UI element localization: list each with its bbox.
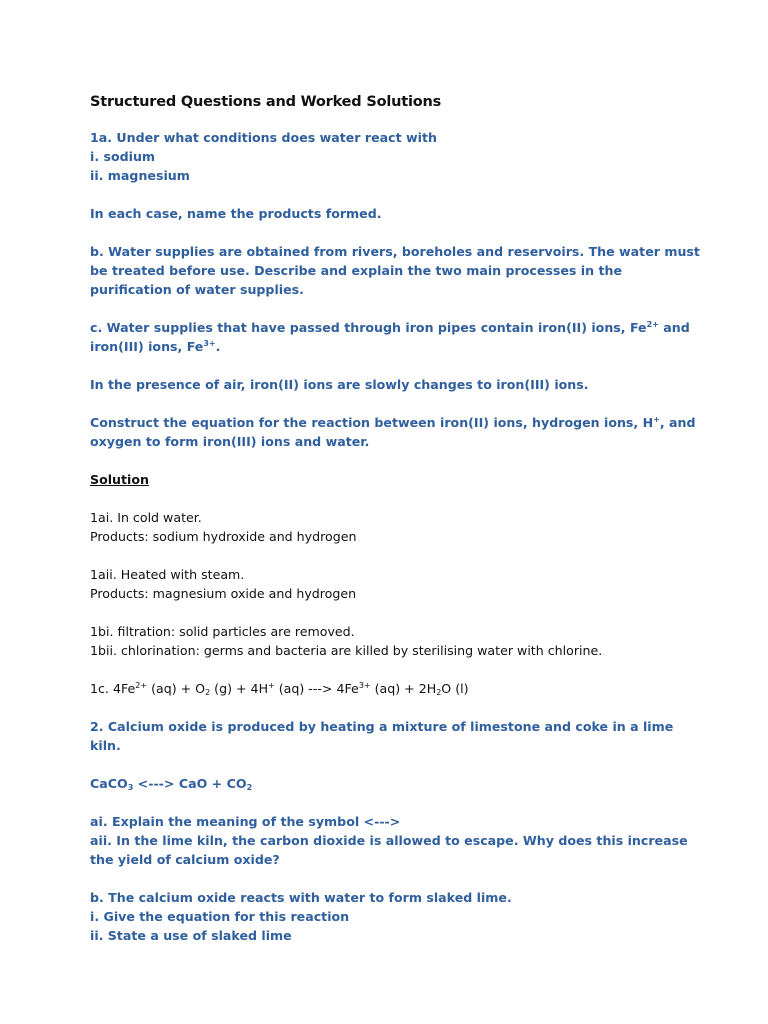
solution-1b-line-1: 1bi. filtration: solid particles are removed. [90,624,355,639]
solution-1aii-line-2: Products: magnesium oxide and hydrogen [90,586,357,601]
q1c-sup-1: 2+ [646,320,659,329]
question-2a-line-2: aii. In the lime kiln, the carbon dioxide is allowed to escape. Why does this increase the yield of calcium oxide? [90,833,688,867]
solution-1b-line-2: 1bii. chlorination: germs and bacteria are killed by sterilising water with chlorine. [90,643,603,658]
eq-text-2: (aq) + O [147,681,206,696]
q2-eq-sub-1: 3 [127,783,134,792]
question-2b-line-2: i. Give the equation for this reaction [90,909,350,924]
solution-1aii-line-1: 1aii. Heated with steam. [90,567,245,582]
eq-text-4: (aq) ---> 4Fe [274,681,359,696]
eq-sup-1: 2+ [135,681,148,690]
solution-1aii [90,565,708,603]
construct-text-1: Construct the equation for the reaction between iron(II) ions, hydrogen ions, H [90,415,654,430]
question-1c [90,318,708,356]
question-1a [90,128,708,185]
question-2b-line-3: ii. State a use of slaked lime [90,928,292,943]
solution-1ai-line-2: Products: sodium hydroxide and hydrogen [90,529,357,544]
eq-sub-1: 2 [205,688,211,697]
eq-text-1: 1c. 4Fe [90,681,136,696]
question-1a-instruction: In each case, name the products formed. [90,206,382,221]
question-1c-presence: In the presence of air, iron(II) ions are slowly changes to iron(III) ions. [90,377,589,392]
q1c-sup-2: 3+ [203,339,216,348]
question-2: 2. Calcium oxide is produced by heating a mixture of limestone and coke in a lime kiln. [90,719,674,753]
eq-text-5: (aq) + 2H [370,681,437,696]
eq-sup-2: + [268,681,275,690]
q2-eq-text-1: CaCO [90,776,128,791]
q1c-text-3: . [215,339,221,354]
question-1b: b. Water supplies are obtained from rivers, boreholes and reservoirs. The water must be treated before use. Describe and explain the two main processes in the purification of water supplies. [90,244,700,297]
q2-eq-text-2: <---> CaO + CO [133,776,247,791]
eq-sub-2: 2 [436,688,442,697]
q1c-text-2: and iron(III) ions, Fe [90,320,690,354]
question-1a-line-2: i. sodium [90,149,156,164]
solution-heading: Solution [90,472,149,487]
q2-eq-sub-2: 2 [246,783,253,792]
question-2-equation [90,774,708,793]
eq-sup-3: 3+ [358,681,371,690]
question-2b-line-1: b. The calcium oxide reacts with water to form slaked lime. [90,890,512,905]
solution-heading-block [90,470,708,489]
solution-1c-equation [90,679,708,698]
construct-sup-1: + [653,415,660,424]
construct-text-2: , and oxygen to form iron(III) ions and water. [90,415,696,449]
question-1a-line-1: 1a. Under what conditions does water react with [90,130,437,145]
question-1a-line-3: ii. magnesium [90,168,190,183]
question-2b [90,888,708,945]
document-title: Structured Questions and Worked Solutions [90,94,442,110]
solution-1b [90,622,708,660]
eq-text-3: (g) + 4H [210,681,269,696]
solution-1ai-line-1: 1ai. In cold water. [90,510,202,525]
question-2a [90,812,708,869]
q1c-text-1: c. Water supplies that have passed through iron pipes contain iron(II) ions, Fe [90,320,647,335]
question-1c-construct [90,413,708,451]
eq-text-6: O (l) [441,681,469,696]
solution-1ai [90,508,708,546]
question-2a-line-1: ai. Explain the meaning of the symbol <---> [90,814,401,829]
